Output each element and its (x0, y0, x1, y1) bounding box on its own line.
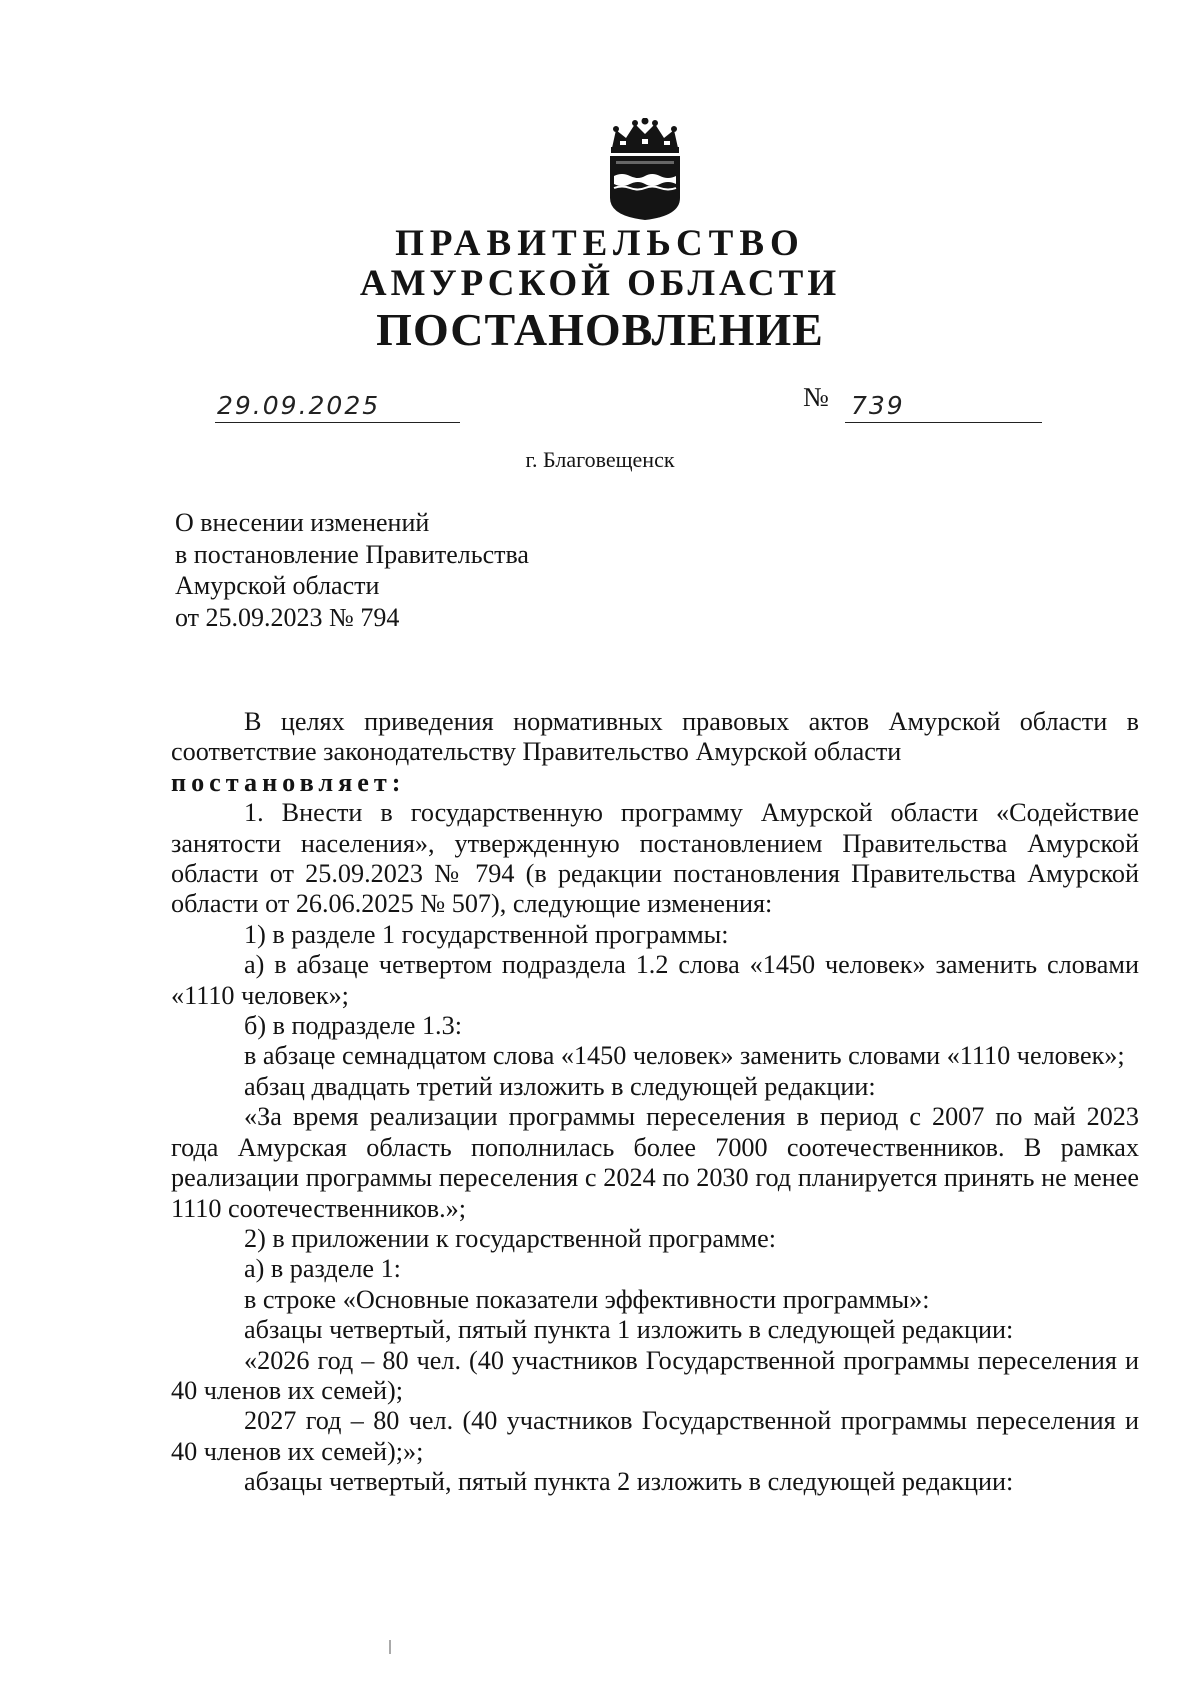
handwritten-number: 739 (851, 391, 905, 420)
subject-line: от 25.09.2023 № 794 (175, 602, 400, 632)
body-paragraph: а) в разделе 1: (244, 1254, 401, 1284)
body-paragraph: 1) в разделе 1 государственной программы: (244, 919, 729, 949)
body-paragraph: абзацы четвертый, пятый пункта 2 изложить в следующей редакции: (244, 1467, 1014, 1497)
body-paragraph: «2026 год – 80 чел. (40 участников Государственной программы переселения и 40 членов их семей); (171, 1345, 1139, 1405)
org-name-line2: АМУРСКОЙ ОБЛАСТИ (359, 263, 841, 304)
city-name: г. Благовещенск (525, 447, 675, 472)
body-paragraph: абзац двадцать третий изложить в следующей редакции: (244, 1071, 876, 1101)
org-name-line1: ПРАВИТЕЛЬСТВО (395, 223, 805, 264)
handwritten-date: 29.09.2025 (217, 391, 381, 420)
body-paragraph: 1. Внести в государственную программу Амурской области «Содействие занятости населения», утвержденную постановлением Правительства Амурской области от 25.09.2023 № 794 (в редакции постановления Правительства Амурской области от 26.06.2025 № 507), следующие изменения: (171, 798, 1139, 919)
body-paragraph: абзацы четвертый, пятый пункта 1 изложить в следующей редакции: (244, 1315, 1014, 1345)
document-body (171, 707, 1139, 1498)
coat-of-arms-icon (602, 118, 688, 222)
date-field (215, 386, 460, 423)
document-subject (175, 507, 529, 633)
body-paragraph: в строке «Основные показатели эффективности программы»: (244, 1284, 930, 1314)
body-paragraph: б) в подразделе 1.3: (244, 1011, 462, 1041)
decree-word: постановляет: (171, 767, 406, 797)
body-paragraph: в абзаце семнадцатом слова «1450 человек» заменить словами «1110 человек»; (244, 1041, 1125, 1071)
subject-line: в постановление Правительства (175, 539, 529, 569)
document-type: ПОСТАНОВЛЕНИЕ (376, 304, 824, 355)
body-paragraph: 2) в приложении к государственной программе: (244, 1223, 777, 1253)
body-paragraph: 2027 год – 80 чел. (40 участников Государственной программы переселения и 40 членов их семей);»; (171, 1406, 1139, 1466)
number-label: № (803, 382, 829, 412)
body-paragraph: «За время реализации программы переселения в период с 2007 по май 2023 года Амурская область пополнилась более 7000 соотечественников. В рамках реализации программы переселения с 2024 по 2030 год планируется принять не менее 1110 соотечественников.»; (171, 1102, 1139, 1223)
preamble: В целях приведения нормативных правовых актов Амурской области в соответствие законодательству Правительство Амурской области (171, 707, 1139, 767)
number-field (845, 386, 1042, 423)
subject-line: О внесении изменений (175, 508, 430, 537)
decree-word-line (171, 768, 1139, 798)
subject-line: Амурской области (175, 571, 380, 600)
body-paragraph: а) в абзаце четвертом подраздела 1.2 слова «1450 человек» заменить словами «1110 человек»; (171, 950, 1139, 1010)
scan-artifact (389, 1640, 391, 1654)
